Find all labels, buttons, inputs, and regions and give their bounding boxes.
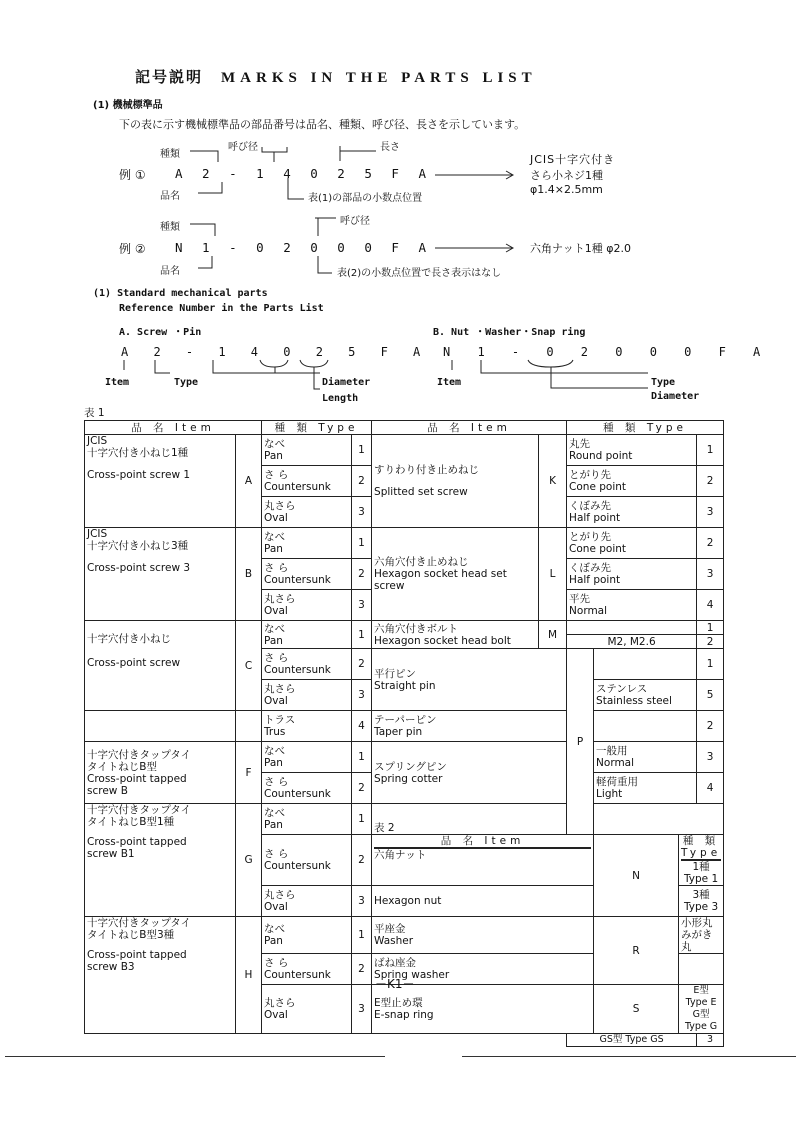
- item-a-code: A: [236, 435, 262, 528]
- item-k-code: K: [539, 435, 567, 528]
- type-en: Oval: [264, 512, 288, 524]
- parts-table: [84, 420, 724, 1047]
- en-b-label: B. Nut ・Washer・Snap ring: [433, 327, 586, 338]
- type-number: 2: [352, 835, 372, 886]
- ex1-note: 表(1)の部品の小数点位置: [308, 193, 423, 204]
- item-f-name-jp: 十字穴付きタップタイ タイトねじB型: [87, 748, 192, 773]
- type-label: 3種 Type 3: [679, 886, 724, 917]
- item-n-name-en: Hexagon nut: [372, 886, 594, 917]
- type-number: 1: [352, 917, 372, 954]
- type-jp: なべ: [264, 622, 286, 635]
- type-en: Stainless steel: [596, 695, 672, 707]
- ex2-prefix: 例 ②: [119, 242, 146, 256]
- type-en: Half point: [569, 512, 621, 524]
- ex1-label-item: 品名: [160, 191, 180, 202]
- en-subheading: Reference Number in the Parts List: [119, 303, 324, 314]
- type-number: 5: [697, 680, 724, 711]
- type-number: 2: [697, 528, 724, 559]
- type-number: 2: [352, 466, 372, 497]
- ex1-prefix: 例 ①: [119, 168, 146, 182]
- bottom-rule-right: [462, 1056, 796, 1057]
- type-label: E型 Type E: [685, 985, 717, 1008]
- type-jp: なべ: [264, 807, 286, 819]
- t1-left-item-header: 品 名 Item: [85, 421, 262, 435]
- type-jp: さ ら: [264, 776, 289, 788]
- type-number: 2: [352, 559, 372, 590]
- type-number: 3: [697, 742, 724, 773]
- type-en: Countersunk: [264, 664, 331, 676]
- type-jp: くぼみ先: [569, 500, 612, 512]
- item-m-name-jp: 六角穴付きボルト: [374, 622, 459, 635]
- item-b-code: B: [236, 528, 262, 621]
- type-jp: なべ: [264, 923, 286, 935]
- item-g-code: G: [236, 804, 262, 917]
- type-en: Half point: [569, 574, 621, 586]
- page-title: 記号説明 MARKS IN THE PARTS LIST: [135, 68, 537, 86]
- en-heading: (1) Standard mechanical parts: [93, 288, 268, 299]
- en-a-type: Type: [174, 377, 199, 388]
- item-n-name-jp: 六角ナット: [374, 849, 427, 861]
- item-f-code: F: [236, 742, 262, 804]
- item-p-name-en: Spring cotter: [374, 772, 443, 785]
- item-r-name-jp: 平座金: [374, 923, 406, 935]
- item-l-name-en: Hexagon socket head set screw: [374, 568, 507, 592]
- type-number: 4: [697, 590, 724, 621]
- type-en: Oval: [264, 695, 288, 707]
- type-en: Light: [596, 788, 623, 800]
- ex1-label-type: 種類: [160, 149, 180, 160]
- en-a-item: Item: [105, 377, 130, 388]
- item-l-code: L: [539, 528, 567, 621]
- type-en: Pan: [264, 935, 283, 947]
- ex2-desc: 六角ナット1種 φ2.0: [530, 242, 632, 255]
- ex2-label-diameter: 呼び径: [340, 216, 370, 227]
- type-jp: さ ら: [264, 848, 289, 860]
- type-number: 3: [352, 590, 372, 621]
- type-en: Cone point: [569, 543, 627, 555]
- ex2-code: N 1 - 0 2 0 0 0 F A: [175, 240, 432, 255]
- type-en: Countersunk: [264, 860, 331, 872]
- ex1-desc-2: さら小ネジ1種: [530, 169, 603, 182]
- en-b-item: Item: [437, 377, 462, 388]
- t1-right-type-header: 種 類 Type: [567, 421, 724, 435]
- item-r-name-en: Spring washer: [374, 969, 450, 981]
- type-jp: 丸さら: [264, 500, 296, 512]
- type-en: Normal: [596, 757, 635, 769]
- type-jp: なべ: [264, 531, 286, 543]
- type-jp: なべ: [264, 745, 286, 757]
- type-number: 2: [352, 773, 372, 804]
- en-b-code: N 1 - 0 2 0 0 0 F A: [443, 345, 771, 359]
- bracket-lines: [0, 0, 796, 420]
- item-h-code: H: [236, 917, 262, 1034]
- item-n-code: N: [594, 835, 679, 917]
- item-a-name-en: Cross-point screw 1: [87, 469, 191, 481]
- type-en: Pan: [264, 757, 283, 769]
- type-number: 2: [697, 711, 724, 742]
- type-jp: さ ら: [264, 957, 289, 969]
- ex2-label-item: 品名: [160, 266, 180, 277]
- jp-heading: (1) 機械標準品: [93, 100, 163, 111]
- item-s-name-jp: E型止め環: [374, 997, 423, 1009]
- item-c-code: C: [236, 621, 262, 711]
- type-en: Oval: [264, 901, 288, 913]
- type-jp: さ ら: [264, 652, 289, 664]
- type-en: Round point: [569, 450, 633, 462]
- type-jp: 丸先: [569, 438, 591, 450]
- item-p-name-jp: スプリングピン: [374, 760, 447, 773]
- type-jp: くぼみ先: [569, 562, 612, 574]
- en-a-length: Length: [322, 393, 359, 404]
- item-p-code: P: [567, 649, 594, 835]
- type-number: 2: [697, 466, 724, 497]
- item-f-name-en: Cross-point tapped screw B: [87, 772, 187, 797]
- type-number: 3: [352, 886, 372, 917]
- type-m-size: M2, M2.6: [567, 635, 697, 649]
- type-en: Oval: [264, 1009, 288, 1021]
- type-jp: 平先: [569, 593, 591, 605]
- type-en: Countersunk: [264, 969, 331, 981]
- type-en: Normal: [569, 605, 608, 617]
- type-number: 3: [697, 559, 724, 590]
- ex2-note: 表(2)の小数点位置で長さ表示はなし: [337, 268, 502, 279]
- ex1-label-length: 長さ: [380, 142, 400, 153]
- en-b-diameter: Diameter: [651, 391, 700, 402]
- type-number: 3: [697, 1034, 724, 1047]
- type-jp: 丸さら: [264, 997, 296, 1009]
- type-number: 1: [352, 621, 372, 649]
- t1-right-item-header: 品 名 Item: [372, 421, 567, 435]
- bottom-rule-left: [5, 1056, 385, 1057]
- ex1-code: A 2 - 1 4 0 2 5 F A: [175, 166, 432, 181]
- item-c-name-en: Cross-point screw: [87, 657, 181, 669]
- ex1-desc-1: JCIS十字穴付き: [530, 153, 616, 166]
- type-en: Countersunk: [264, 788, 331, 800]
- type-number: 1: [352, 804, 372, 835]
- item-g-name-jp: 十字穴付きタップタイ タイトねじB型1種: [87, 804, 192, 828]
- ex1-desc-3: φ1.4×2.5mm: [530, 183, 603, 196]
- item-r-name-en: Washer: [374, 935, 414, 947]
- en-a-label: A. Screw ・Pin: [119, 327, 202, 338]
- item-m-code: M: [539, 621, 567, 649]
- type-label: G型 Type G: [684, 1009, 718, 1032]
- type-jp: なべ: [264, 438, 286, 450]
- type-en: Pan: [264, 634, 283, 647]
- type-en: Countersunk: [264, 481, 331, 493]
- type-number: 3: [352, 497, 372, 528]
- ex2-label-type: 種類: [160, 222, 180, 233]
- item-b-name-en: Cross-point screw 3: [87, 562, 191, 574]
- type-number: 1: [352, 528, 372, 559]
- item-r-name-jp: ばね座金: [374, 957, 417, 969]
- item-p-name-en: Straight pin: [374, 679, 436, 692]
- page-number: －K1－: [375, 977, 415, 991]
- type-number: 3: [697, 497, 724, 528]
- item-r-code: R: [594, 917, 679, 985]
- type-number: 1: [697, 435, 724, 466]
- type-jp: 丸さら: [264, 593, 296, 605]
- type-number: 1: [352, 742, 372, 773]
- item-p-name-jp: 平行ピン: [374, 667, 417, 680]
- type-jp: 一般用: [596, 745, 628, 757]
- type-number: 1: [352, 435, 372, 466]
- item-h-name-jp: 十字穴付きタップタイ タイトねじB型3種: [87, 917, 192, 941]
- item-s-name-en: E-snap ring: [374, 1009, 434, 1021]
- type-jp: 丸さら: [264, 683, 296, 695]
- table2-label: 表 2: [372, 804, 724, 835]
- t1-left-type-header: 種 類 Type: [262, 421, 372, 435]
- item-c-name-jp: 十字穴付き小ねじ: [87, 633, 171, 645]
- t2-type-header: 種 類 Type: [681, 835, 722, 859]
- type-jp: 軽荷重用: [596, 776, 639, 788]
- item-l-name-jp: 六角穴付き止めねじ: [374, 556, 469, 568]
- ex1-label-diameter: 呼び径: [228, 142, 258, 153]
- item-s-code: S: [594, 985, 679, 1034]
- en-b-type: Type: [651, 377, 676, 388]
- item-p-name-en: Taper pin: [374, 726, 423, 738]
- item-h-name-en: Cross-point tapped screw B3: [87, 949, 187, 973]
- type-jp: とがり先: [569, 531, 612, 543]
- type-en: Cone point: [569, 481, 627, 493]
- item-m-name-en: Hexagon socket head bolt: [374, 634, 511, 647]
- type-en: Countersunk: [264, 574, 331, 586]
- item-a-name-jp: JCIS 十字穴付き小ねじ1種: [87, 435, 189, 459]
- type-en: Pan: [264, 819, 283, 831]
- item-b-name-jp: JCIS 十字穴付き小ねじ3種: [87, 528, 189, 552]
- type-number: 3: [352, 680, 372, 711]
- item-p-name-jp: テーパーピン: [374, 714, 437, 726]
- type-number: 2: [352, 649, 372, 680]
- type-en: Oval: [264, 605, 288, 617]
- type-number: 2: [352, 954, 372, 985]
- type-number: 3: [352, 985, 372, 1034]
- type-label: 小形丸: [681, 917, 713, 929]
- type-jp: さ ら: [264, 562, 289, 574]
- type-en: Pan: [264, 450, 283, 462]
- item-g-name-en: Cross-point tapped screw B1: [87, 836, 187, 860]
- type-en: Trus: [264, 726, 286, 738]
- type-number: 4: [697, 773, 724, 804]
- en-a-code: A 2 - 1 4 0 2 5 F A: [121, 345, 430, 359]
- type-label: 1種 Type 1: [684, 861, 719, 885]
- jp-description: 下の表に示す機械標準品の部品番号は品名、種類、呼び径、長さを示しています。: [119, 118, 526, 131]
- type-number: 4: [352, 711, 372, 742]
- en-a-diameter: Diameter: [322, 377, 371, 388]
- type-jp: 丸さら: [264, 889, 296, 901]
- type-en: Pan: [264, 543, 283, 555]
- type-label: みがき丸: [681, 929, 713, 953]
- type-jp: ステンレス: [596, 683, 648, 695]
- t2-item-header: 品 名 Item: [374, 835, 591, 849]
- type-label: GS型 Type GS: [567, 1034, 697, 1047]
- type-number: 1: [697, 621, 724, 635]
- item-k-name-jp: すりわり付き止めねじ: [374, 464, 480, 476]
- type-jp: とがり先: [569, 469, 612, 481]
- type-number: 2: [697, 635, 724, 649]
- type-jp: トラス: [264, 714, 296, 726]
- item-k-name-en: Splitted set screw: [374, 486, 468, 498]
- type-number: 1: [697, 649, 724, 680]
- table1-label: 表 1: [84, 407, 105, 419]
- type-jp: さ ら: [264, 469, 289, 481]
